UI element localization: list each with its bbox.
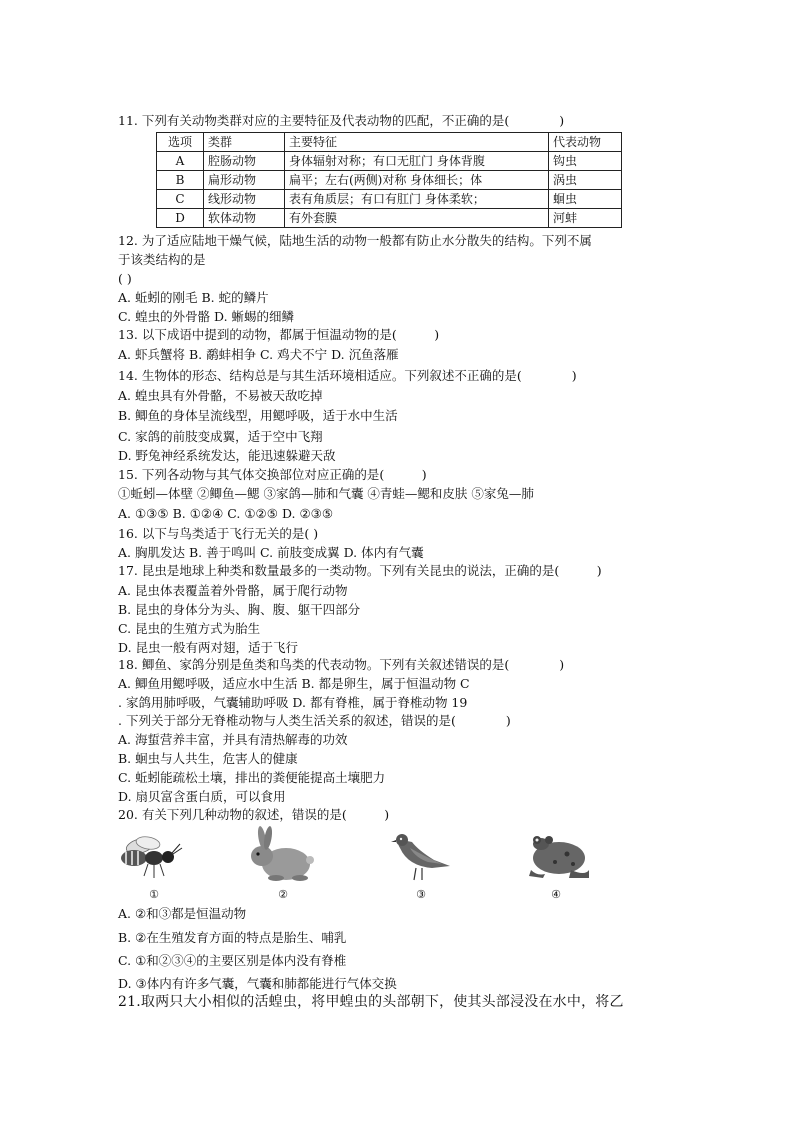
cell-feature: 表有角质层；有口有肛门 身体柔软；	[285, 190, 549, 209]
q14-option-c: C. 家鸽的前肢变成翼，适于空中飞翔	[118, 429, 323, 444]
frog-image	[523, 826, 593, 886]
q12-options-ab: A. 蚯蚓的刚毛 B. 蛇的鳞片	[118, 290, 269, 305]
table-header-row	[157, 133, 622, 152]
figure-label-3: ③	[416, 888, 426, 901]
q14-option-a: A. 蝗虫具有外骨骼，不易被天敌吃掉	[118, 388, 323, 403]
q14-option-d: D. 野兔神经系统发达，能迅速躲避天敌	[118, 448, 336, 463]
q20-option-d: D. ③体内有许多气囊，气囊和肺都能进行气体交换	[118, 976, 397, 991]
q18-options-cd: . 家鸽用肺呼吸，气囊辅助呼吸 D. 都有脊椎，属于脊椎动物 19	[118, 695, 468, 710]
q16-options: A. 胸肌发达 B. 善于鸣叫 C. 前肢变成翼 D. 体内有气囊	[118, 545, 424, 560]
table-row	[157, 209, 622, 228]
cell-option: C	[157, 190, 204, 209]
q15-stem: 15. 下列各动物与其气体交换部位对应正确的是( )	[118, 467, 427, 482]
q15-options: A. ①③⑤ B. ①②④ C. ①②⑤ D. ②③⑤	[118, 506, 334, 521]
q20-option-b: B. ②在生殖发育方面的特点是胎生、哺乳	[118, 930, 347, 945]
q12-options-cd: C. 蝗虫的外骨骼 D. 蜥蜴的细鳞	[118, 309, 295, 324]
cell-group: 软体动物	[204, 209, 285, 228]
q19-option-d: D. 扇贝富含蛋白质，可以食用	[118, 789, 286, 804]
q17-option-b: B. 昆虫的身体分为头、胸、腹、躯干四部分	[118, 602, 361, 617]
q19-option-c: C. 蚯蚓能疏松土壤，排出的粪便能提高土壤肥力	[118, 770, 386, 785]
q14-stem: 14. 生物体的形态、结构总是与其生活环境相适应。下列叙述不正确的是( )	[118, 368, 577, 383]
cell-option: B	[157, 171, 204, 190]
cell-group: 线形动物	[204, 190, 285, 209]
rabbit-image	[246, 826, 316, 886]
q11-stem: 11. 下列有关动物类群对应的主要特征及代表动物的匹配，不正确的是( )	[118, 113, 565, 128]
figure-label-1: ①	[149, 888, 159, 901]
q20-figures	[118, 826, 598, 906]
cell-feature: 扁平；左右(两侧)对称 身体细长；体	[285, 171, 549, 190]
cell-group: 腔肠动物	[204, 152, 285, 171]
q20-stem: 20. 有关下列几种动物的叙述，错误的是( )	[118, 807, 390, 822]
cell-option: D	[157, 209, 204, 228]
q17-option-a: A. 昆虫体表覆盖着外骨骼，属于爬行动物	[118, 583, 348, 598]
header-group: 类群	[204, 133, 285, 152]
table-row	[157, 190, 622, 209]
q19-stem: . 下列关于部分无脊椎动物与人类生活关系的叙述，错误的是( )	[118, 713, 511, 728]
q18-options-ab: A. 鲫鱼用鳃呼吸，适应水中生活 B. 都是卵生，属于恒温动物 C	[118, 676, 470, 691]
q13-stem: 13. 以下成语中提到的动物，都属于恒温动物的是( )	[118, 327, 440, 342]
header-feature: 主要特征	[285, 133, 549, 152]
q18-stem: 18. 鲫鱼、家鸽分别是鱼类和鸟类的代表动物。下列有关叙述错误的是( )	[118, 657, 565, 672]
header-option: 选项	[157, 133, 204, 152]
q13-options: A. 虾兵蟹将 B. 鹬蚌相争 C. 鸡犬不宁 D. 沉鱼落雁	[118, 347, 399, 362]
cell-feature: 身体辐射对称；有口无肛门 身体背腹	[285, 152, 549, 171]
q16-stem: 16. 以下与鸟类适于飞行无关的是( )	[118, 526, 319, 541]
q17-option-d: D. 昆虫一般有两对翅，适于飞行	[118, 640, 299, 655]
cell-feature: 有外套膜	[285, 209, 549, 228]
cell-group: 扁形动物	[204, 171, 285, 190]
cell-animal: 钩虫	[549, 152, 622, 171]
q12-bracket: ( )	[118, 271, 132, 286]
pigeon-image	[388, 826, 458, 886]
header-animal: 代表动物	[549, 133, 622, 152]
cell-option: A	[157, 152, 204, 171]
q21-stem: 21.取两只大小相似的活蝗虫，将甲蝗虫的头部朝下，使其头部浸没在水中，将乙	[118, 994, 624, 1010]
q19-option-b: B. 蛔虫与人共生，危害人的健康	[118, 751, 298, 766]
table-row	[157, 152, 622, 171]
q11-table	[156, 132, 622, 228]
q12-stem: 12. 为了适应陆地干燥气候，陆地生活的动物一般都有防止水分散失的结构。下列不属	[118, 233, 592, 248]
q12-stem-cont: 于该类结构的是	[118, 252, 206, 267]
cell-animal: 河蚌	[549, 209, 622, 228]
q20-option-a: A. ②和③都是恒温动物	[118, 906, 247, 921]
table-row	[157, 171, 622, 190]
q17-option-c: C. 昆虫的生殖方式为胎生	[118, 621, 261, 636]
figure-label-4: ④	[551, 888, 561, 901]
cell-animal: 涡虫	[549, 171, 622, 190]
figure-label-2: ②	[278, 888, 288, 901]
q14-option-b: B. 鲫鱼的身体呈流线型，用鳃呼吸，适于水中生活	[118, 408, 398, 423]
q20-option-c: C. ①和②③④的主要区别是体内没有脊椎	[118, 953, 347, 968]
cell-animal: 蛔虫	[549, 190, 622, 209]
bee-image	[118, 826, 188, 886]
q15-pairs: ①蚯蚓—体壁 ②鲫鱼—鳃 ③家鸽—肺和气囊 ④青蛙—鳃和皮肤 ⑤家兔—肺	[118, 486, 534, 501]
q19-option-a: A. 海蜇营养丰富，并具有清热解毒的功效	[118, 732, 348, 747]
q17-stem: 17. 昆虫是地球上种类和数量最多的一类动物。下列有关昆虫的说法，正确的是( )	[118, 563, 602, 578]
